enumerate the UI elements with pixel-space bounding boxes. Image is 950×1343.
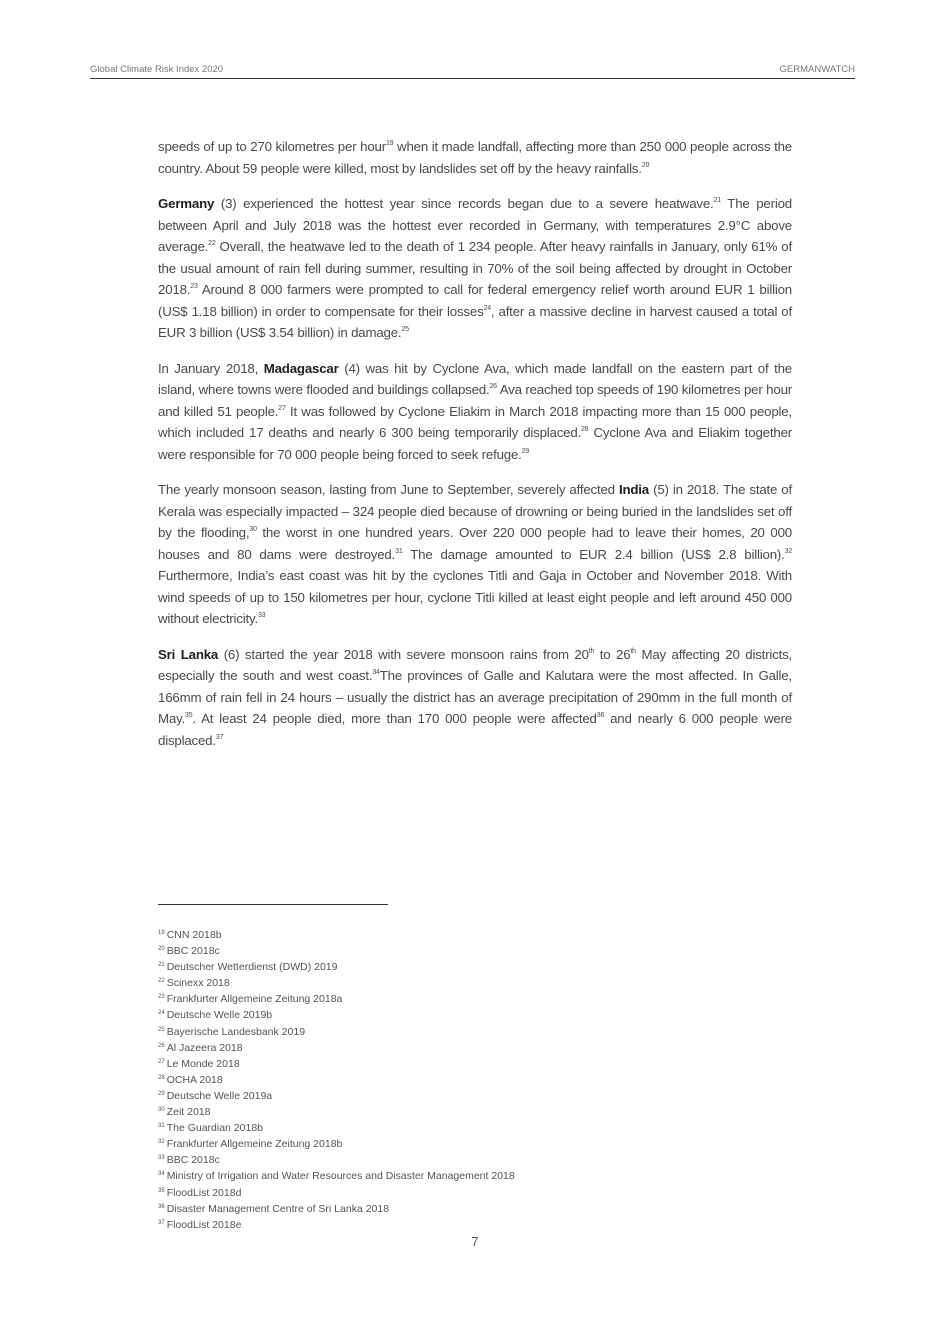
footnote-source: Ministry of Irrigation and Water Resources and Disaster Management 2018 (166, 1170, 515, 1183)
footnote-ref[interactable]: 32 (784, 547, 793, 555)
footnote-source: Frankfurter Allgemeine Zeitung 2018b (166, 1138, 343, 1151)
footnote-source: FloodList 2018d (166, 1186, 242, 1199)
footnote-source: FloodList 2018e (166, 1218, 242, 1231)
footnote-item (158, 1088, 515, 1104)
footnote-ref[interactable]: 21 (713, 197, 721, 204)
footnote-ref[interactable]: 26 (489, 383, 497, 390)
footnote-item (158, 943, 515, 959)
footnote-source: OCHA 2018 (166, 1073, 223, 1086)
footnote-item (158, 975, 515, 991)
footnote-source: Bayerische Landesbank 2019 (166, 1025, 306, 1038)
footnote-item (158, 991, 515, 1007)
footnote-ref[interactable]: 22 (208, 240, 216, 247)
footnote-number: 23 (158, 994, 165, 1001)
footnote-number: 33 (158, 1155, 165, 1162)
footnote-number: 28 (158, 1074, 165, 1081)
footnote-item (158, 1007, 515, 1023)
footnote-source: Deutsche Welle 2019a (166, 1089, 273, 1102)
footnote-item (158, 1185, 515, 1201)
footnote-source: Zeit 2018 (166, 1106, 211, 1119)
footnote-ref[interactable]: 30 (249, 526, 257, 533)
footnote-ref[interactable]: 28 (581, 426, 589, 433)
footnote-item (158, 1056, 515, 1072)
footnote-source: The Guardian 2018b (166, 1122, 264, 1135)
footnote-item (158, 1104, 515, 1120)
footnote-number: 26 (158, 1042, 165, 1049)
page-number: 7 (471, 1234, 479, 1249)
footnote-ref[interactable]: 34 (372, 669, 380, 676)
footnote-source: Al Jazeera 2018 (166, 1041, 243, 1054)
footnote-item (158, 1120, 515, 1136)
footnote-source: Disaster Management Centre of Sri Lanka 2018 (166, 1202, 390, 1215)
footnotes-list (158, 927, 515, 1233)
footnote-divider (158, 904, 388, 905)
country-name: Sri Lanka (158, 646, 219, 662)
footnote-source: Deutscher Wetterdienst (DWD) 2019 (166, 961, 338, 974)
footnote-number: 36 (158, 1203, 165, 1210)
footnote-number: 37 (158, 1219, 165, 1226)
footnote-item (158, 1072, 515, 1088)
paragraph-madagascar: In January 2018, Madagascar (4) was hit by Cyclone Ava, which made landfall on the eastern part of the island, where towns were flooded and buildings collapsed.$^{26}$ Ava reached top speeds of 190 kilometres per hour and killed 51 people.$^{27}$ It was followed by Cyclone Eliakim in March 2018 impacting more than 15 000 people, which included 17 deaths and nearly 6 300 being temporarily displaced.$^{28}$ Cyclone Ava and Eliakim together were responsible for 70 000 people being forced to seek refuge.$^{29}$ (158, 360, 792, 462)
footnote-item (158, 1152, 515, 1168)
footnote-source: BBC 2018c (166, 945, 220, 958)
footnote-number: 31 (158, 1123, 165, 1130)
header-organization: GERMANWATCH (779, 64, 855, 75)
footnote-item (158, 927, 515, 943)
footnote-source: Deutsche Welle 2019b (166, 1009, 273, 1022)
footnote-ref[interactable]: 27 (278, 404, 286, 412)
footnote-source: Scinexx 2018 (166, 977, 230, 990)
footnote-item (158, 1201, 515, 1217)
footnote-source: CNN 2018b (166, 929, 222, 941)
footnote-number: 34 (158, 1171, 165, 1178)
footnote-source: Le Monde 2018 (166, 1057, 240, 1070)
footnote-ref[interactable]: 33 (257, 612, 266, 619)
country-name: Madagascar (263, 360, 339, 376)
footnote-ref[interactable]: 31 (395, 547, 403, 555)
footnote-number: 20 (158, 946, 165, 953)
footnote-ref[interactable]: 20 (641, 161, 650, 169)
footnote-number: 27 (158, 1058, 165, 1065)
footnote-ref[interactable]: 29 (521, 447, 530, 455)
country-name: India (618, 482, 649, 497)
country-name: Germany (158, 196, 215, 211)
footnote-item (158, 959, 515, 975)
footnote-item (158, 1168, 515, 1184)
footnote-number: 30 (158, 1107, 165, 1114)
footnote-ref[interactable]: 25 (401, 326, 409, 333)
ordinal-suffix: th (588, 647, 595, 655)
paragraph-germany: Germany (3) experienced the hottest year since records began due to a severe heatwave.$^{21}$ The period between April and July 2018 was the hottest ever recorded in Germany, with temperatures 2.9°C above average.$^{22}$ Overall, the heatwave led to the death of 1 234 people. After heavy rainfalls in January, only 61% of the usual amount of rain fell during summer, resulting in 70% of the soil being affected by drought in October 2018.23 Around 8 000 farmers were prompted to call for federal emergency relief worth around EUR 1 billion (US$ 1.18 billion) in order to compensate for their losses$^{24}$, after a massive decline in harvest caused a total of EUR 3 billion (US$ 3.54 billion) in damage.$^{25}$ (158, 196, 792, 340)
footnote-number: 21 (158, 962, 165, 969)
footnote-item (158, 1217, 515, 1233)
paragraph-india: The yearly monsoon season, lasting from June to September, severely affected India (5) in 2018. The state of Kerala was especially impacted – 324 people died because of drowning or being buried in the landslides set off by the flooding,$^{30}$ the worst in one hundred years. Over 220 000 people had to leave their homes, 20 000 houses and 80 dams were destroyed.$^{31}$ The damage amounted to EUR 2.4 billion (US$ 2.8 billion).$^{32}$ Furthermore, India’s east coast was hit by the cyclones Titli and Gaja in October and November 2018. With wind speeds of up to 150 kilometres per hour, cyclone Titli killed at least eight people and left around 450 000 without electricity.$^{33}$ (158, 482, 793, 626)
footnote-number: 32 (158, 1139, 165, 1146)
footnote-ref[interactable]: 19 (385, 140, 394, 147)
footnote-item (158, 1024, 515, 1040)
footnote-source: Frankfurter Allgemeine Zeitung 2018a (166, 993, 343, 1006)
page-header (90, 62, 855, 79)
ordinal-suffix: th (630, 647, 636, 655)
header-report-title: Global Climate Risk Index 2020 (90, 64, 224, 75)
main-text (158, 136, 792, 765)
footnote-ref[interactable]: 35 (185, 712, 193, 719)
footnote-number: 22 (158, 978, 165, 985)
footnote-number: 19 (158, 930, 165, 936)
footnote-item (158, 1040, 515, 1056)
footnote-number: 24 (158, 1010, 165, 1017)
paragraph-sri-lanka: Sri Lanka (6) started the year 2018 with severe monsoon rains from 20th to 26th May affecting 20 districts, especially the south and west coast.$^{34}$The provinces of Galle and Kalutara were the most affected. In Galle, 166mm of rain fell in 24 hours – usually the district has an average precipitation of 290mm in the full month of May.$^{35}$. At least 24 people died, more than 170 000 people were affected$^{36}$ and nearly 6 000 people were displaced.$^{37}$ (158, 646, 793, 748)
footnote-number: 25 (158, 1026, 165, 1033)
footnote-number: 35 (158, 1187, 165, 1194)
paragraph-intro: speeds of up to 270 kilometres per hour$^{19}$ when it made landfall, affecting more than 250 000 people across the country. About 59 people were killed, most by landslides set off by the heavy rainfalls.$^{20}$ (158, 139, 793, 176)
footnote-number: 29 (158, 1090, 165, 1097)
footnote-source: BBC 2018c (166, 1154, 220, 1167)
footnote-item (158, 1136, 515, 1152)
footnote-ref[interactable]: 36 (596, 712, 605, 719)
footnote-ref[interactable]: 23 (190, 283, 198, 290)
footnote-ref[interactable]: 37 (215, 733, 224, 741)
footnote-ref[interactable]: 24 (483, 304, 491, 312)
